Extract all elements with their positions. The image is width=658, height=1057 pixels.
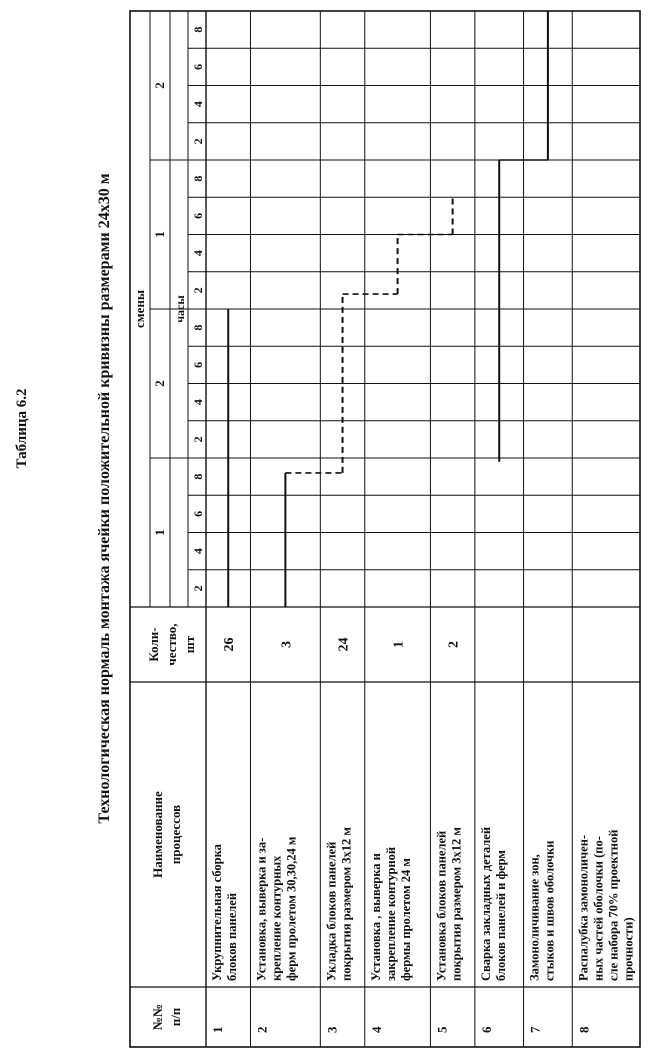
hour-label: 6	[191, 510, 205, 517]
day-label: 1	[152, 529, 167, 536]
process-name: Установка, выверка и за-	[254, 837, 269, 981]
num-header: п/п	[168, 1007, 183, 1027]
row-quantity: 3	[279, 641, 295, 648]
hour-label: 2	[191, 287, 205, 294]
qty-header: Коли-	[146, 627, 161, 662]
process-name: Сварка закладных деталей	[478, 826, 493, 981]
hour-label: 8	[191, 473, 205, 480]
process-name: Замоноличивание зон,	[527, 854, 542, 981]
table-title: Технологическая нормаль монтажа ячейки положительной кривизны размерами 24х30 м	[96, 173, 113, 824]
row-number: 1	[210, 1026, 225, 1033]
process-name: стыков и швов оболочки	[542, 840, 557, 981]
row-number: 5	[434, 1026, 450, 1033]
hour-label: 4	[191, 399, 205, 406]
process-name: ных частей оболочки (по-	[591, 836, 606, 981]
process-name: ферм пролетом 30,30,24 м	[284, 836, 299, 981]
process-name: Установка блоков панелей	[434, 830, 449, 981]
hour-label: 4	[191, 101, 205, 108]
row-number: 8	[576, 1026, 592, 1033]
hour-label: 6	[191, 63, 205, 70]
hour-label: 2	[191, 138, 205, 145]
qty-header: чество,	[164, 623, 179, 666]
process-name: покрытия размером 3х12 м	[449, 827, 464, 981]
process-name: закрепление контурной	[383, 846, 398, 981]
row-number: 4	[368, 1026, 384, 1033]
table-label: Таблица 6.2	[14, 388, 30, 469]
process-name: Установка , выверка и	[368, 853, 383, 981]
hour-label: 4	[191, 250, 205, 257]
row-quantity: 24	[336, 637, 352, 652]
hour-label: 6	[191, 212, 205, 219]
row-quantity: 26	[222, 637, 238, 652]
day-label: 2	[152, 82, 167, 89]
process-name: Укладка блоков панелей	[324, 841, 339, 981]
name-header: процессов	[168, 804, 183, 865]
process-name: Распалубка замоноличен-	[576, 834, 591, 981]
process-name: прочности)	[621, 917, 636, 981]
day-label: 1	[152, 231, 167, 238]
hours-header: часы	[173, 295, 187, 323]
row-number: 7	[527, 1026, 543, 1033]
row-quantity: 1	[391, 641, 407, 648]
name-header: Наименование	[150, 791, 165, 878]
num-header: №№	[150, 1003, 165, 1031]
qty-header: шт	[182, 635, 197, 654]
hour-label: 6	[191, 361, 205, 368]
process-name: сле набора 70% проектной	[606, 829, 621, 981]
process-name: фермы пролетом 24 м	[398, 858, 413, 981]
row-number: 2	[254, 1026, 270, 1033]
row-number: 6	[478, 1026, 494, 1033]
process-name: блоков панелей	[225, 892, 239, 981]
hour-label: 2	[191, 585, 205, 592]
row-quantity: 2	[446, 641, 462, 648]
row-number: 3	[324, 1026, 340, 1033]
process-name: Укрупнительная сборка	[210, 844, 224, 981]
hour-label: 8	[191, 175, 205, 182]
hour-label: 2	[191, 436, 205, 443]
process-name: покрытия размером 3х12 м	[339, 827, 354, 981]
shifts-header: смены	[132, 289, 147, 329]
hour-label: 8	[191, 324, 205, 331]
day-label: 2	[152, 380, 167, 387]
hour-label: 4	[191, 548, 205, 555]
hour-label: 8	[191, 26, 205, 33]
process-name: крепление контурных	[269, 855, 284, 981]
process-name: блоков панелей и ферм	[493, 850, 508, 981]
